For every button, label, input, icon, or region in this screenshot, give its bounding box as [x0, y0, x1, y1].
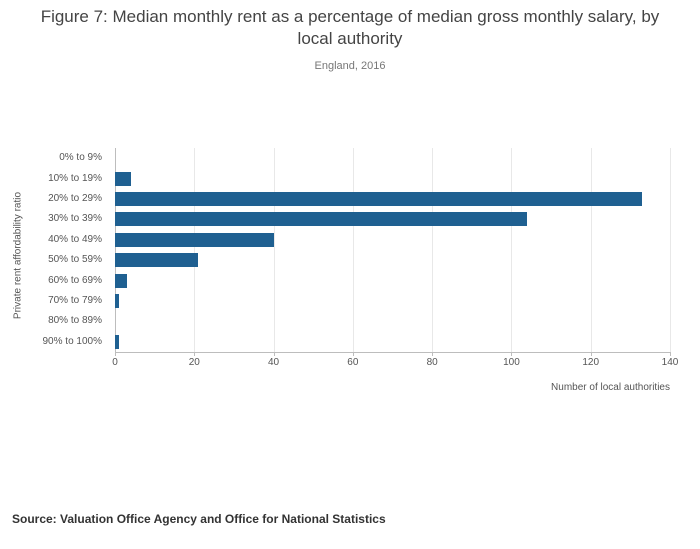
y-axis-tick-label: 80% to 89%: [48, 315, 102, 327]
x-axis-tick-label: 140: [661, 357, 679, 368]
bar-row: [115, 332, 670, 352]
x-axis-tick-labels: [112, 357, 679, 373]
x-axis-tick: [511, 352, 512, 356]
x-axis-tick-label: 0: [112, 357, 118, 368]
bar-row: [115, 270, 670, 290]
x-axis-tick: [591, 352, 592, 356]
bar[interactable]: [115, 192, 642, 206]
bar[interactable]: [115, 212, 527, 226]
bar[interactable]: [115, 294, 119, 308]
gridline: [670, 148, 671, 352]
x-axis-tick: [670, 352, 671, 356]
y-axis-tick-label: 50% to 59%: [48, 254, 102, 266]
bar-row: [115, 311, 670, 331]
x-axis-title: Number of local authorities: [551, 382, 670, 393]
bar[interactable]: [115, 172, 131, 186]
x-axis-tick-label: 80: [426, 357, 438, 368]
y-axis-tick-label: 90% to 100%: [42, 335, 102, 347]
bar-row: [115, 209, 670, 229]
bar[interactable]: [115, 233, 274, 247]
bar-row: [115, 168, 670, 188]
x-axis-tick-label: 120: [582, 357, 600, 368]
bar[interactable]: [115, 335, 119, 349]
plot-area: [115, 148, 670, 352]
y-axis-tick-label: 40% to 49%: [48, 233, 102, 245]
x-axis-tick: [115, 352, 116, 356]
y-axis-tick-label: 70% to 79%: [48, 295, 102, 306]
x-axis-tick-label: 60: [347, 357, 359, 368]
y-axis-tick-label: 10% to 19%: [48, 172, 102, 184]
bar[interactable]: [115, 253, 198, 267]
bar-row: [115, 189, 670, 209]
bar-row: [115, 230, 670, 250]
x-axis-line: [115, 352, 670, 353]
y-axis-tick-label: 60% to 69%: [48, 274, 102, 286]
y-axis-tick-label: 0% to 9%: [59, 152, 102, 164]
x-axis-tick-label: 100: [503, 357, 520, 368]
x-axis-tick: [432, 352, 433, 356]
x-axis-tick: [353, 352, 354, 356]
bar-row: [115, 250, 670, 270]
x-axis-tick-label: 40: [268, 357, 280, 368]
x-axis-tick-label: 20: [188, 357, 200, 368]
x-axis-tick: [274, 352, 275, 356]
x-axis-tick: [194, 352, 195, 356]
y-axis-tick-label: 30% to 39%: [48, 213, 102, 225]
y-axis-title: Private rent affordability ratio: [12, 191, 24, 320]
bar-row: [115, 291, 670, 311]
chart-subtitle: England, 2016: [314, 60, 386, 72]
y-axis-tick-label: 20% to 29%: [48, 193, 102, 204]
bar-row: [115, 148, 670, 168]
bar[interactable]: [115, 274, 127, 288]
page-title: Figure 7: Median monthly rent as a percentage of median gross monthly salary, by local authority: [40, 7, 660, 48]
source-note: Source: Valuation Office Agency and Office for National Statistics: [12, 512, 386, 526]
